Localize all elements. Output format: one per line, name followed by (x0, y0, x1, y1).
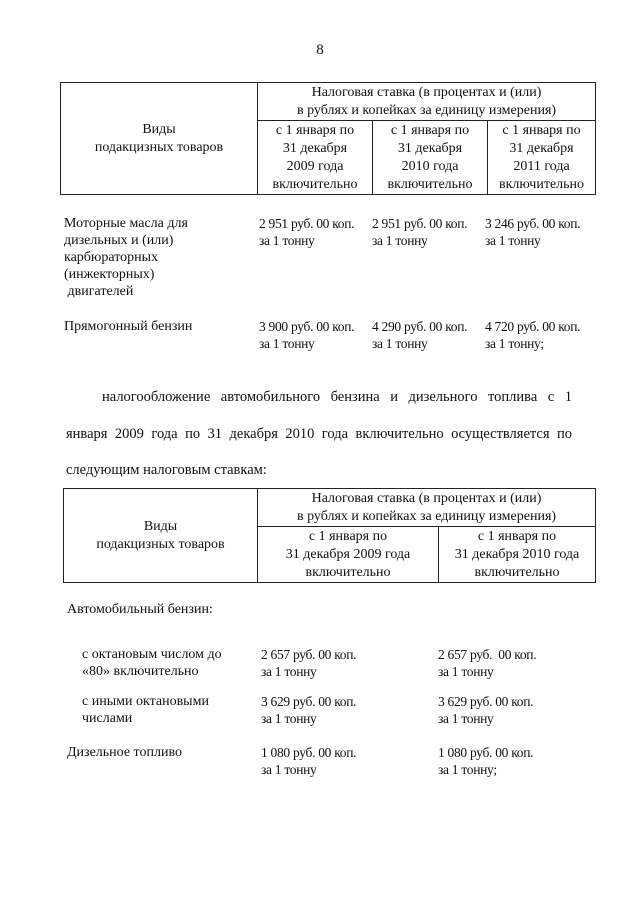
rate-header: Налоговая ставка (в процентах и (или) в рублях и копейках за единицу измерения) (258, 83, 596, 121)
value-cell: 1 080 руб. 00 коп. за 1 тонну; (438, 745, 534, 777)
row-label-octane-80: с октановым числом до «80» включительно (82, 647, 222, 679)
value-cell: 4 720 руб. 00 коп. за 1 тонну; (485, 319, 581, 351)
value-cell: 3 246 руб. 00 коп. за 1 тонну (485, 216, 581, 248)
row-label-straight-run-gasoline: Прямогонный бензин (64, 319, 193, 334)
paragraph-line: следующим налоговым ставкам: (66, 462, 267, 478)
period-header-2010: с 1 января по 31 декабря 2010 года включительно (439, 527, 596, 583)
value-cell: 2 951 руб. 00 коп. за 1 тонну (372, 216, 468, 248)
value-cell: 1 080 руб. 00 коп. за 1 тонну (261, 745, 357, 777)
value-cell: 2 951 руб. 00 коп. за 1 тонну (259, 216, 355, 248)
period-header-2009: с 1 января по 31 декабря 2009 года включительно (258, 527, 439, 583)
group-label-motor-gasoline: Автомобильный бензин: (67, 602, 213, 617)
row-label-motor-oils: Моторные масла для дизельных и (или) карбюраторных (инжекторных) двигателей (64, 216, 188, 299)
value-cell: 3 629 руб. 00 коп. за 1 тонну (261, 694, 357, 726)
row-label-other-octane: с иными октановыми числами (82, 694, 209, 726)
period-header-2009: с 1 января по 31 декабря 2009 года включительно (258, 121, 373, 195)
goods-header: Виды подакцизных товаров (61, 83, 258, 195)
goods-header: Виды подакцизных товаров (64, 489, 258, 583)
paragraph-line: января 2009 года по 31 декабря 2010 года включительно осуществляется по (66, 426, 572, 442)
value-cell: 4 290 руб. 00 коп. за 1 тонну (372, 319, 468, 351)
period-header-2011: с 1 января по 31 декабря 2011 года включительно (488, 121, 596, 195)
value-cell: 2 657 руб. 00 коп. за 1 тонну (261, 647, 357, 679)
table2-header (63, 488, 596, 583)
value-cell: 2 657 руб. 00 коп. за 1 тонну (438, 647, 537, 679)
value-cell: 3 629 руб. 00 коп. за 1 тонну (438, 694, 534, 726)
table1-header (60, 82, 596, 195)
row-label-diesel-fuel: Дизельное топливо (67, 745, 182, 760)
paragraph-line: налогообложение автомобильного бензина и дизельного топлива с 1 (102, 389, 572, 405)
rate-header: Налоговая ставка (в процентах и (или) в рублях и копейках за единицу измерения) (258, 489, 596, 527)
value-cell: 3 900 руб. 00 коп. за 1 тонну (259, 319, 355, 351)
page-number: 8 (316, 42, 324, 58)
period-header-2010: с 1 января по 31 декабря 2010 года включительно (373, 121, 488, 195)
